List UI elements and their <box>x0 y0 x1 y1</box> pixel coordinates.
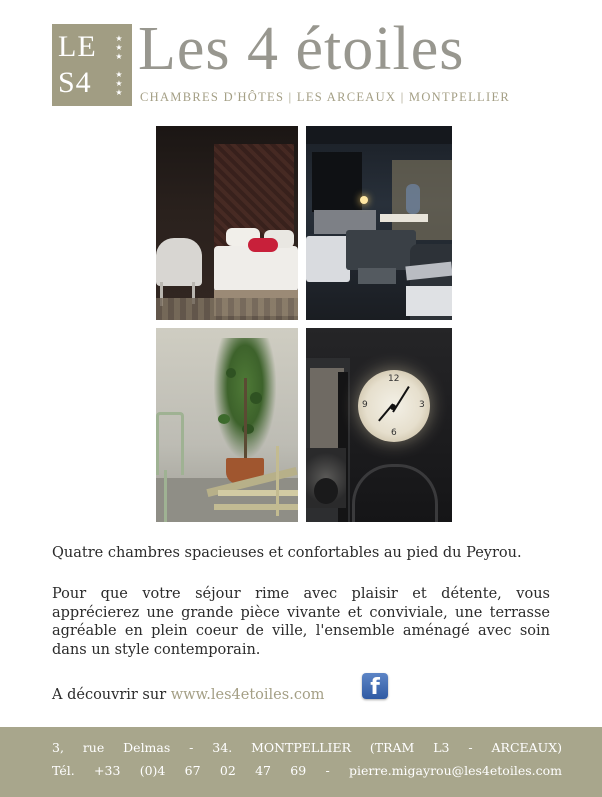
star-icon: ★ <box>115 52 123 61</box>
logo-stars-bottom <box>112 70 126 97</box>
footer-contact: Tél. +33 (0)4 67 02 47 69 - pierre.migayrou@les4etoiles.com <box>52 763 562 778</box>
brand-title: Les 4 étoiles <box>138 15 465 83</box>
clock-numeral-12: 12 <box>388 374 400 384</box>
footer-address: 3, rue Delmas - 34. MONTPELLIER (TRAM L3 - ARCEAUX) <box>52 740 562 755</box>
brand-subtitle: CHAMBRES D'HÔTES | LES ARCEAUX | MONTPELLIER <box>140 90 511 104</box>
star-icon: ★ <box>115 79 123 88</box>
lounge-kitchen-photo <box>306 126 452 320</box>
bedroom-photo <box>156 126 298 320</box>
facebook-icon[interactable]: f <box>362 673 388 699</box>
description-paragraph: Pour que votre séjour rime avec plaisir et détente, vous apprécierez une grande pièce vivante et conviviale, une terrasse agréable en plein coeur de ville, l'ensemble aménagé avec soin dans un style contemporain. <box>52 586 550 658</box>
star-icon: ★ <box>115 88 123 97</box>
logo-letters-top: LE <box>58 30 97 63</box>
star-icon: ★ <box>115 34 123 43</box>
logo-letters-bottom: S4 <box>58 66 92 99</box>
discover-label: A découvrir sur <box>52 687 167 703</box>
wall-clock-photo <box>306 328 452 522</box>
website-link[interactable]: www.les4etoiles.com <box>170 687 325 703</box>
star-icon: ★ <box>115 70 123 79</box>
star-icon: ★ <box>115 43 123 52</box>
lemon-tree-terrace-photo <box>156 328 298 522</box>
clock-numeral-3: 3 <box>419 400 425 410</box>
footer-band <box>0 727 602 797</box>
logo-stars-top <box>112 34 126 61</box>
clock-numeral-9: 9 <box>362 400 368 410</box>
clock-numeral-6: 6 <box>391 428 397 438</box>
intro-lead: Quatre chambres spacieuses et confortables au pied du Peyrou. <box>52 545 522 561</box>
logo-badge <box>52 24 132 106</box>
discover-line <box>52 686 324 705</box>
